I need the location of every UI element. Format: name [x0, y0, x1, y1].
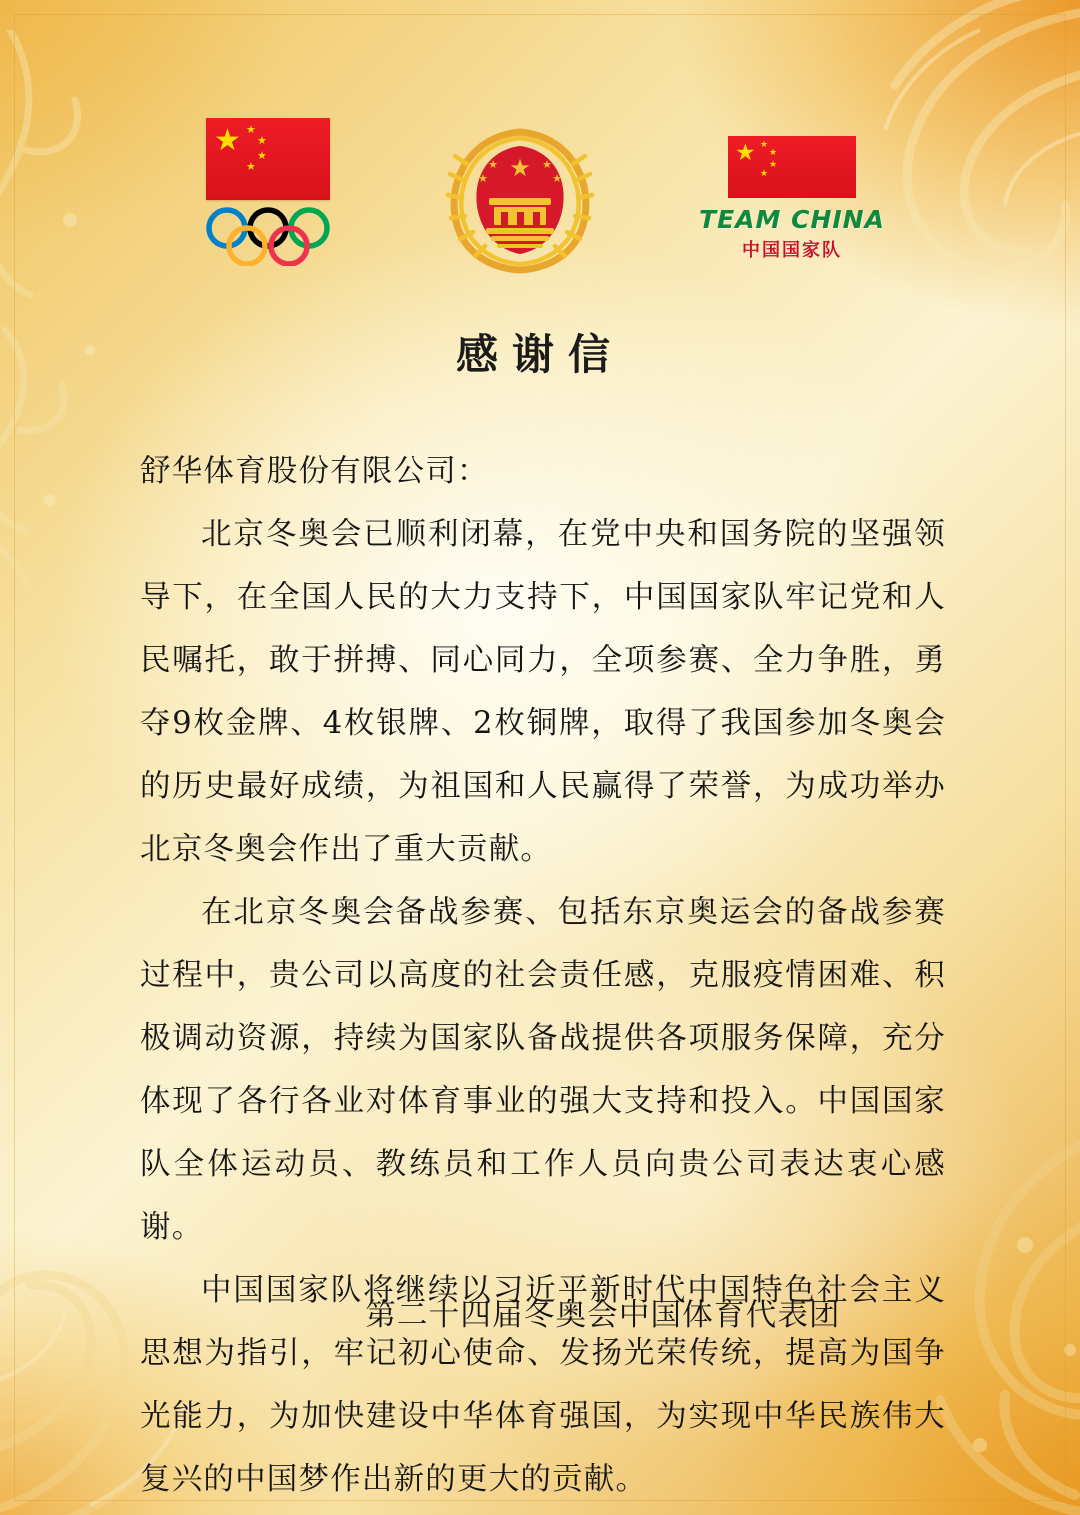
- svg-text:★: ★: [552, 172, 562, 185]
- national-emblem-icon: [435, 118, 605, 276]
- flag-small-star-1: ★: [246, 123, 256, 136]
- team-china-chinese-label: 中国国家队: [742, 240, 842, 260]
- tc-flag-small-star-2: ★: [769, 148, 778, 158]
- olympic-rings-icon: [205, 206, 331, 271]
- paragraph-2: 在北京冬奥会备战参赛、包括东京奥运会的备战参赛过程中，贵公司以高度的社会责任感，克服疫情困难、积极调动资源，持续为国家队备战提供各项服务保障，充分体现了各行各业对体育事业的强大支持和投入。中国国家队全体运动员、教练员和工作人员向贵公司表达衷心感谢。: [140, 895, 946, 1245]
- team-china-logo: [697, 118, 887, 262]
- letter-body: [140, 440, 946, 1511]
- tc-flag-big-star: ★: [735, 140, 756, 166]
- svg-text:★: ★: [488, 158, 498, 171]
- tc-flag-small-star-4: ★: [760, 169, 769, 179]
- coc-emblem: [193, 118, 343, 271]
- tc-flag-small-star-3: ★: [769, 160, 778, 170]
- flag-small-star-3: ★: [257, 149, 267, 162]
- svg-text:★: ★: [478, 172, 488, 185]
- china-flag-icon: [206, 118, 330, 200]
- tc-flag-small-star-1: ★: [760, 140, 769, 150]
- paragraph-1: 北京冬奥会已顺利闭幕，在党中央和国务院的坚强领导下，在全国人民的大力支持下，中国国家队牢记党和人民嘱托，敢于拼搏、同心同力，全项参赛、全力争胜，勇夺9枚金牌、4枚银牌、2枚铜牌，取得了我国参加冬奥会的历史最好成绩，为祖国和人民赢得了荣誉，为成功举办北京冬奥会作出了重大贡献。: [140, 517, 946, 867]
- signature-line: 第二十四届冬奥会中国体育代表团: [365, 1298, 841, 1333]
- svg-text:★: ★: [542, 158, 552, 171]
- team-china-english-label: TEAM CHINA: [699, 205, 885, 234]
- page-title: 感谢信: [455, 330, 624, 379]
- flag-small-star-2: ★: [257, 134, 267, 147]
- emblem-row: [0, 118, 1080, 276]
- flag-big-star: ★: [214, 123, 241, 158]
- salutation: 舒华体育股份有限公司：: [140, 454, 489, 489]
- team-china-flag-icon: [728, 136, 856, 198]
- flag-small-star-4: ★: [246, 160, 256, 173]
- paragraph-3: 中国国家队将继续以习近平新时代中国特色社会主义思想为指引，牢记初心使命、发扬光荣传统，提高为国争光能力，为加快建设中华体育强国，为实现中华民族伟大复兴的中国梦作出新的更大的贡献。: [140, 1273, 946, 1497]
- svg-text:★: ★: [509, 154, 531, 182]
